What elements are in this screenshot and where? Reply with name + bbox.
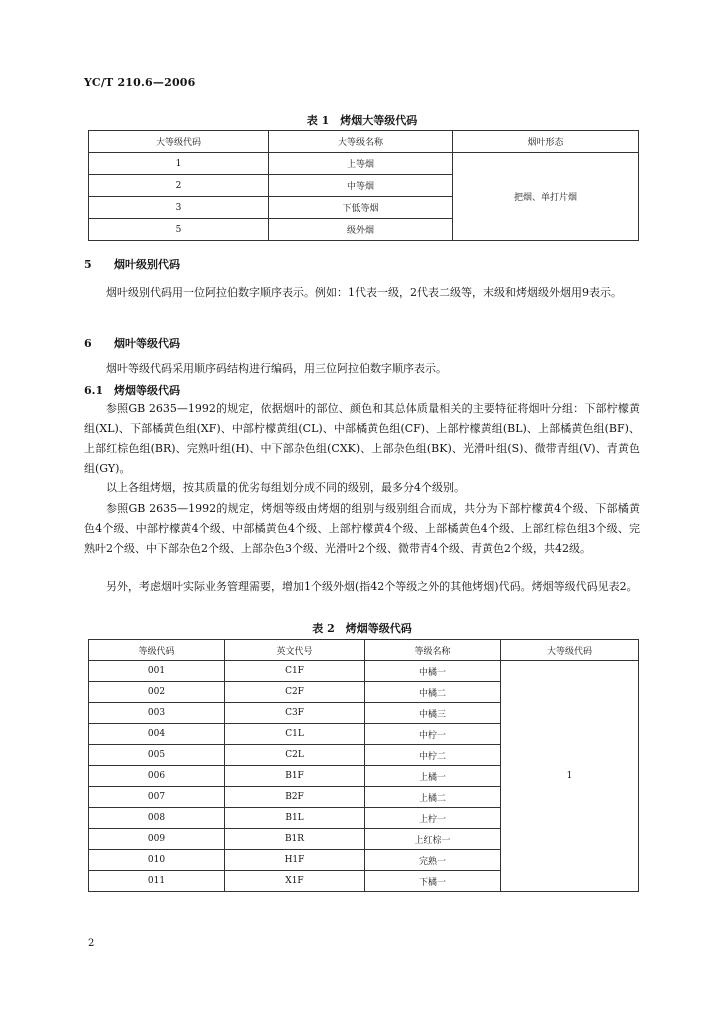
table1-cell-name: 级外烟 bbox=[269, 219, 453, 241]
section-6-title: 烟叶等级代码 bbox=[114, 337, 180, 350]
table2-cell-code: 005 bbox=[89, 745, 225, 766]
table2-cell-code: 003 bbox=[89, 703, 225, 724]
page-number: 2 bbox=[88, 938, 95, 949]
table2-cell-code: 001 bbox=[89, 661, 225, 682]
document-code: YC/T 210.6—2006 bbox=[84, 76, 196, 89]
section-5-heading bbox=[84, 256, 180, 272]
table2-cell-en: C1F bbox=[225, 661, 365, 682]
table2-cell-code: 008 bbox=[89, 808, 225, 829]
table1-header-form: 烟叶形态 bbox=[453, 131, 639, 153]
table2-cell-name: 完熟一 bbox=[365, 850, 501, 871]
table2-cell-code: 002 bbox=[89, 682, 225, 703]
table2-cell-en: B1R bbox=[225, 829, 365, 850]
table2-cell-code: 007 bbox=[89, 787, 225, 808]
table2-cell-en: C2F bbox=[225, 682, 365, 703]
section-6-heading bbox=[84, 335, 180, 351]
table2-cell-name: 中柠一 bbox=[365, 724, 501, 745]
table2-cell-code: 004 bbox=[89, 724, 225, 745]
table1-cell-code: 5 bbox=[89, 219, 269, 241]
table2-cell-name: 上柠一 bbox=[365, 808, 501, 829]
table2-title: 表 2 烤烟等级代码 bbox=[312, 622, 412, 635]
section-6-1-paragraph-4: 另外，考虑烟叶实际业务管理需要，增加1个级外烟(指42个等级之外的其他烤烟)代码。烤烟等级代码见表2。 bbox=[106, 580, 638, 593]
table2-header-name: 等级名称 bbox=[365, 640, 501, 661]
table2-cell-code: 009 bbox=[89, 829, 225, 850]
table2-cell-name: 上红棕一 bbox=[365, 829, 501, 850]
table2-header-row bbox=[89, 640, 639, 661]
table1-title: 表 1 烤烟大等级代码 bbox=[306, 114, 418, 127]
table1-header-row bbox=[89, 131, 639, 153]
section-6-1-paragraph-1: 参照GB 2635—1992的规定，依据烟叶的部位、颜色和其总体质量相关的主要特征将烟叶分组：下部柠檬黄组(XL)、下部橘黄色组(XF)、中部柠檬黄组(CL)、中部橘黄色组(CF)、上部柠檬黄组(BL)、上部橘黄色组(BF)、上部红棕色组(BR)、完熟叶组(H)、中下部杂色组(CXK)、上部杂色组(BK)、光滑叶组(S)、微带青组(V)、青黄色组(GY)。 bbox=[84, 402, 640, 475]
table2-header-major: 大等级代码 bbox=[501, 640, 639, 661]
table1-cell-name: 中等烟 bbox=[269, 175, 453, 197]
table2-cell-name: 中橘一 bbox=[365, 661, 501, 682]
table2-cell-name: 中橘三 bbox=[365, 703, 501, 724]
table2-cell-name: 上橘二 bbox=[365, 787, 501, 808]
table2-cell-en: C2L bbox=[225, 745, 365, 766]
section-5-title: 烟叶级别代码 bbox=[114, 258, 180, 271]
section-6-1-title: 烤烟等级代码 bbox=[114, 384, 180, 397]
section-6-paragraph: 烟叶等级代码采用顺序码结构进行编码，用三位阿拉伯数字顺序表示。 bbox=[106, 362, 447, 375]
table2-cell-code: 011 bbox=[89, 871, 225, 892]
table2-cell-en: H1F bbox=[225, 850, 365, 871]
table1-cell-name: 上等烟 bbox=[269, 153, 453, 175]
table2 bbox=[88, 639, 639, 892]
section-6-1-paragraph-2: 以上各组烤烟，按其质量的优劣每组划分成不同的级别，最多分4个级别。 bbox=[106, 481, 465, 494]
table2-cell-en: B2F bbox=[225, 787, 365, 808]
table1 bbox=[88, 130, 639, 241]
table2-cell-en: C1L bbox=[225, 724, 365, 745]
table1-cell-form: 把烟、单打片烟 bbox=[453, 153, 639, 241]
section-6-number: 6 bbox=[84, 337, 92, 350]
section-6-1-number: 6.1 bbox=[84, 384, 104, 397]
table2-cell-code: 010 bbox=[89, 850, 225, 871]
table2-cell-en: X1F bbox=[225, 871, 365, 892]
table1-header-name: 大等级名称 bbox=[269, 131, 453, 153]
table2-header-en: 英文代号 bbox=[225, 640, 365, 661]
table2-cell-name: 中橘二 bbox=[365, 682, 501, 703]
table1-cell-code: 2 bbox=[89, 175, 269, 197]
table-row bbox=[89, 153, 639, 175]
section-6-1-heading bbox=[84, 382, 180, 398]
section-5-number: 5 bbox=[84, 258, 92, 271]
table2-cell-name: 下橘一 bbox=[365, 871, 501, 892]
table1-header-code: 大等级代码 bbox=[89, 131, 269, 153]
table1-cell-code: 1 bbox=[89, 153, 269, 175]
table2-header-code: 等级代码 bbox=[89, 640, 225, 661]
section-5-paragraph: 烟叶级别代码用一位阿拉伯数字顺序表示。例如：1代表一级，2代表二级等，末级和烤烟级外烟用9表示。 bbox=[106, 286, 622, 299]
table1-cell-name: 下低等烟 bbox=[269, 197, 453, 219]
table2-cell-code: 006 bbox=[89, 766, 225, 787]
section-6-1-paragraph-3: 参照GB 2635—1992的规定，烤烟等级由烤烟的组别与级别组合而成，共分为下部柠檬黄4个级、下部橘黄色4个级、中部柠檬黄4个级、中部橘黄色4个级、上部柠檬黄4个级、上部橘黄色4个级、上部红棕色组3个级、完熟叶2个级、中下部杂色2个级、上部杂色3个级、光滑叶2个级、微带青4个级、青黄色2个级，共42级。 bbox=[84, 502, 640, 555]
table1-cell-code: 3 bbox=[89, 197, 269, 219]
table2-cell-name: 上橘一 bbox=[365, 766, 501, 787]
table2-cell-en: C3F bbox=[225, 703, 365, 724]
table2-cell-major: 1 bbox=[501, 661, 639, 892]
table2-cell-en: B1L bbox=[225, 808, 365, 829]
table2-cell-en: B1F bbox=[225, 766, 365, 787]
table2-cell-name: 中柠二 bbox=[365, 745, 501, 766]
table-row bbox=[89, 661, 639, 682]
